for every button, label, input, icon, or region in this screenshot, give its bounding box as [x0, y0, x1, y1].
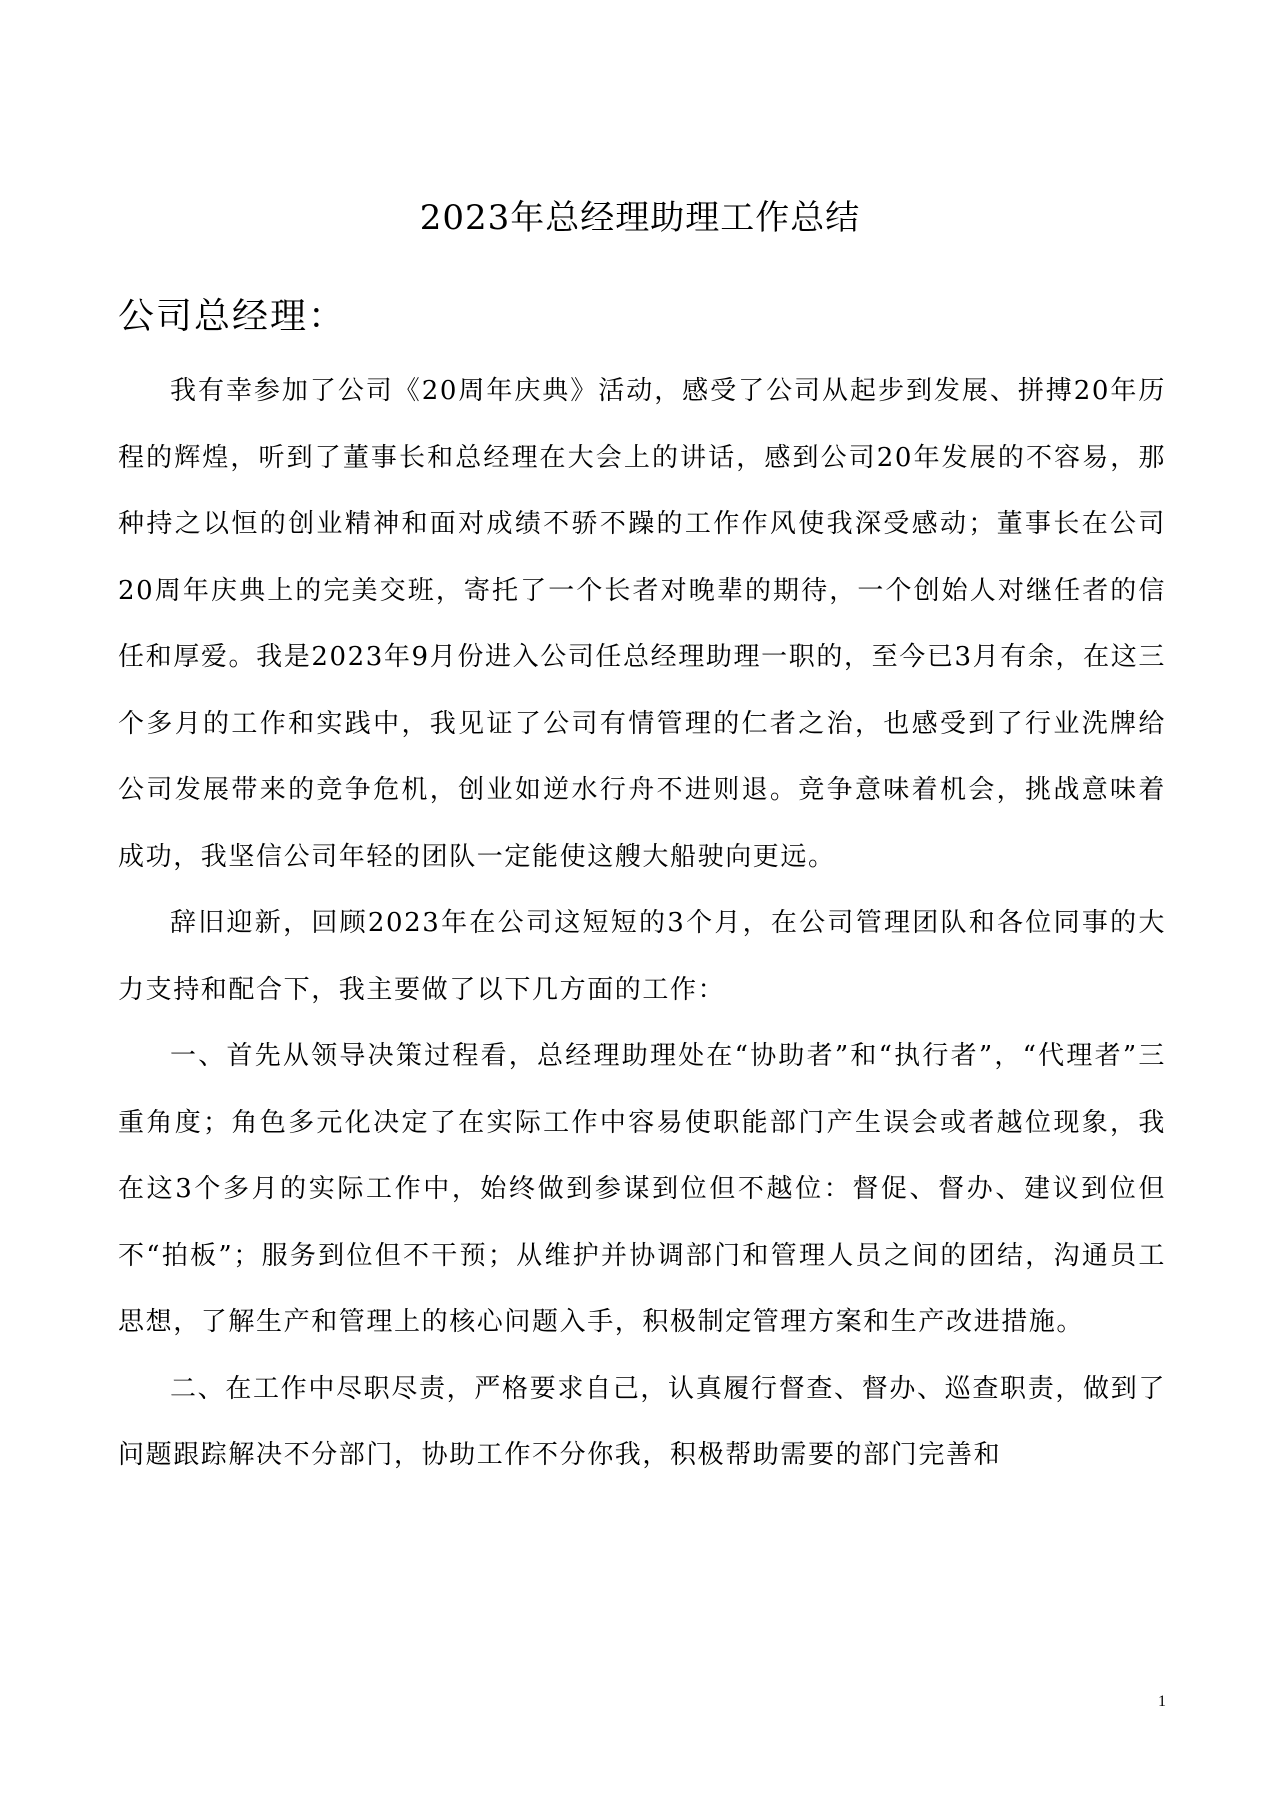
salutation: 公司总经理： [118, 296, 347, 337]
page-number: 1 [1158, 1693, 1166, 1710]
paragraph: 辞旧迎新，回顾2023年在公司这短短的3个月，在公司管理团队和各位同事的大力支持和配合下，我主要做了以下几方面的工作： [118, 908, 1166, 1005]
paragraph: 我有幸参加了公司《20周年庆典》活动，感受了公司从起步到发展、拼搏20年历程的辉煌，听到了董事长和总经理在大会上的讲话，感到公司20年发展的不容易，那种持之以恒的创业精神和面对成绩不骄不躁的工作作风使我深受感动；董事长在公司20周年庆典上的完美交班，寄托了一个长者对晚辈的期待，一个创始人对继任者的信任和厚爱。我是2023年9月份进入公司任总经理助理一职的，至今已3月有余，在这三个多月的工作和实践中，我见证了公司有情管理的仁者之治，也感受到了行业洗牌给公司发展带来的竞争危机，创业如逆水行舟不进则退。竞争意味着机会，挑战意味着成功，我坚信公司年轻的团队一定能使这艘大船驶向更远。 [118, 376, 1166, 872]
paragraph: 一、首先从领导决策过程看，总经理助理处在“协助者”和“执行者”，“代理者”三重角度；角色多元化决定了在实际工作中容易使职能部门产生误会或者越位现象，我在这3个多月的实际工作中，始终做到参谋到位但不越位：督促、督办、建议到位但不“拍板”；服务到位但不干预；从维护并协调部门和管理人员之间的团结，沟通员工思想，了解生产和管理上的核心问题入手，积极制定管理方案和生产改进措施。 [118, 1041, 1166, 1337]
document-title: 2023年总经理助理工作总结 [419, 198, 861, 238]
document-body [118, 358, 1166, 1489]
paragraph: 二、在工作中尽职尽责，严格要求自己，认真履行督查、督办、巡查职责，做到了问题跟踪解决不分部门，协助工作不分你我，积极帮助需要的部门完善和 [118, 1373, 1166, 1470]
